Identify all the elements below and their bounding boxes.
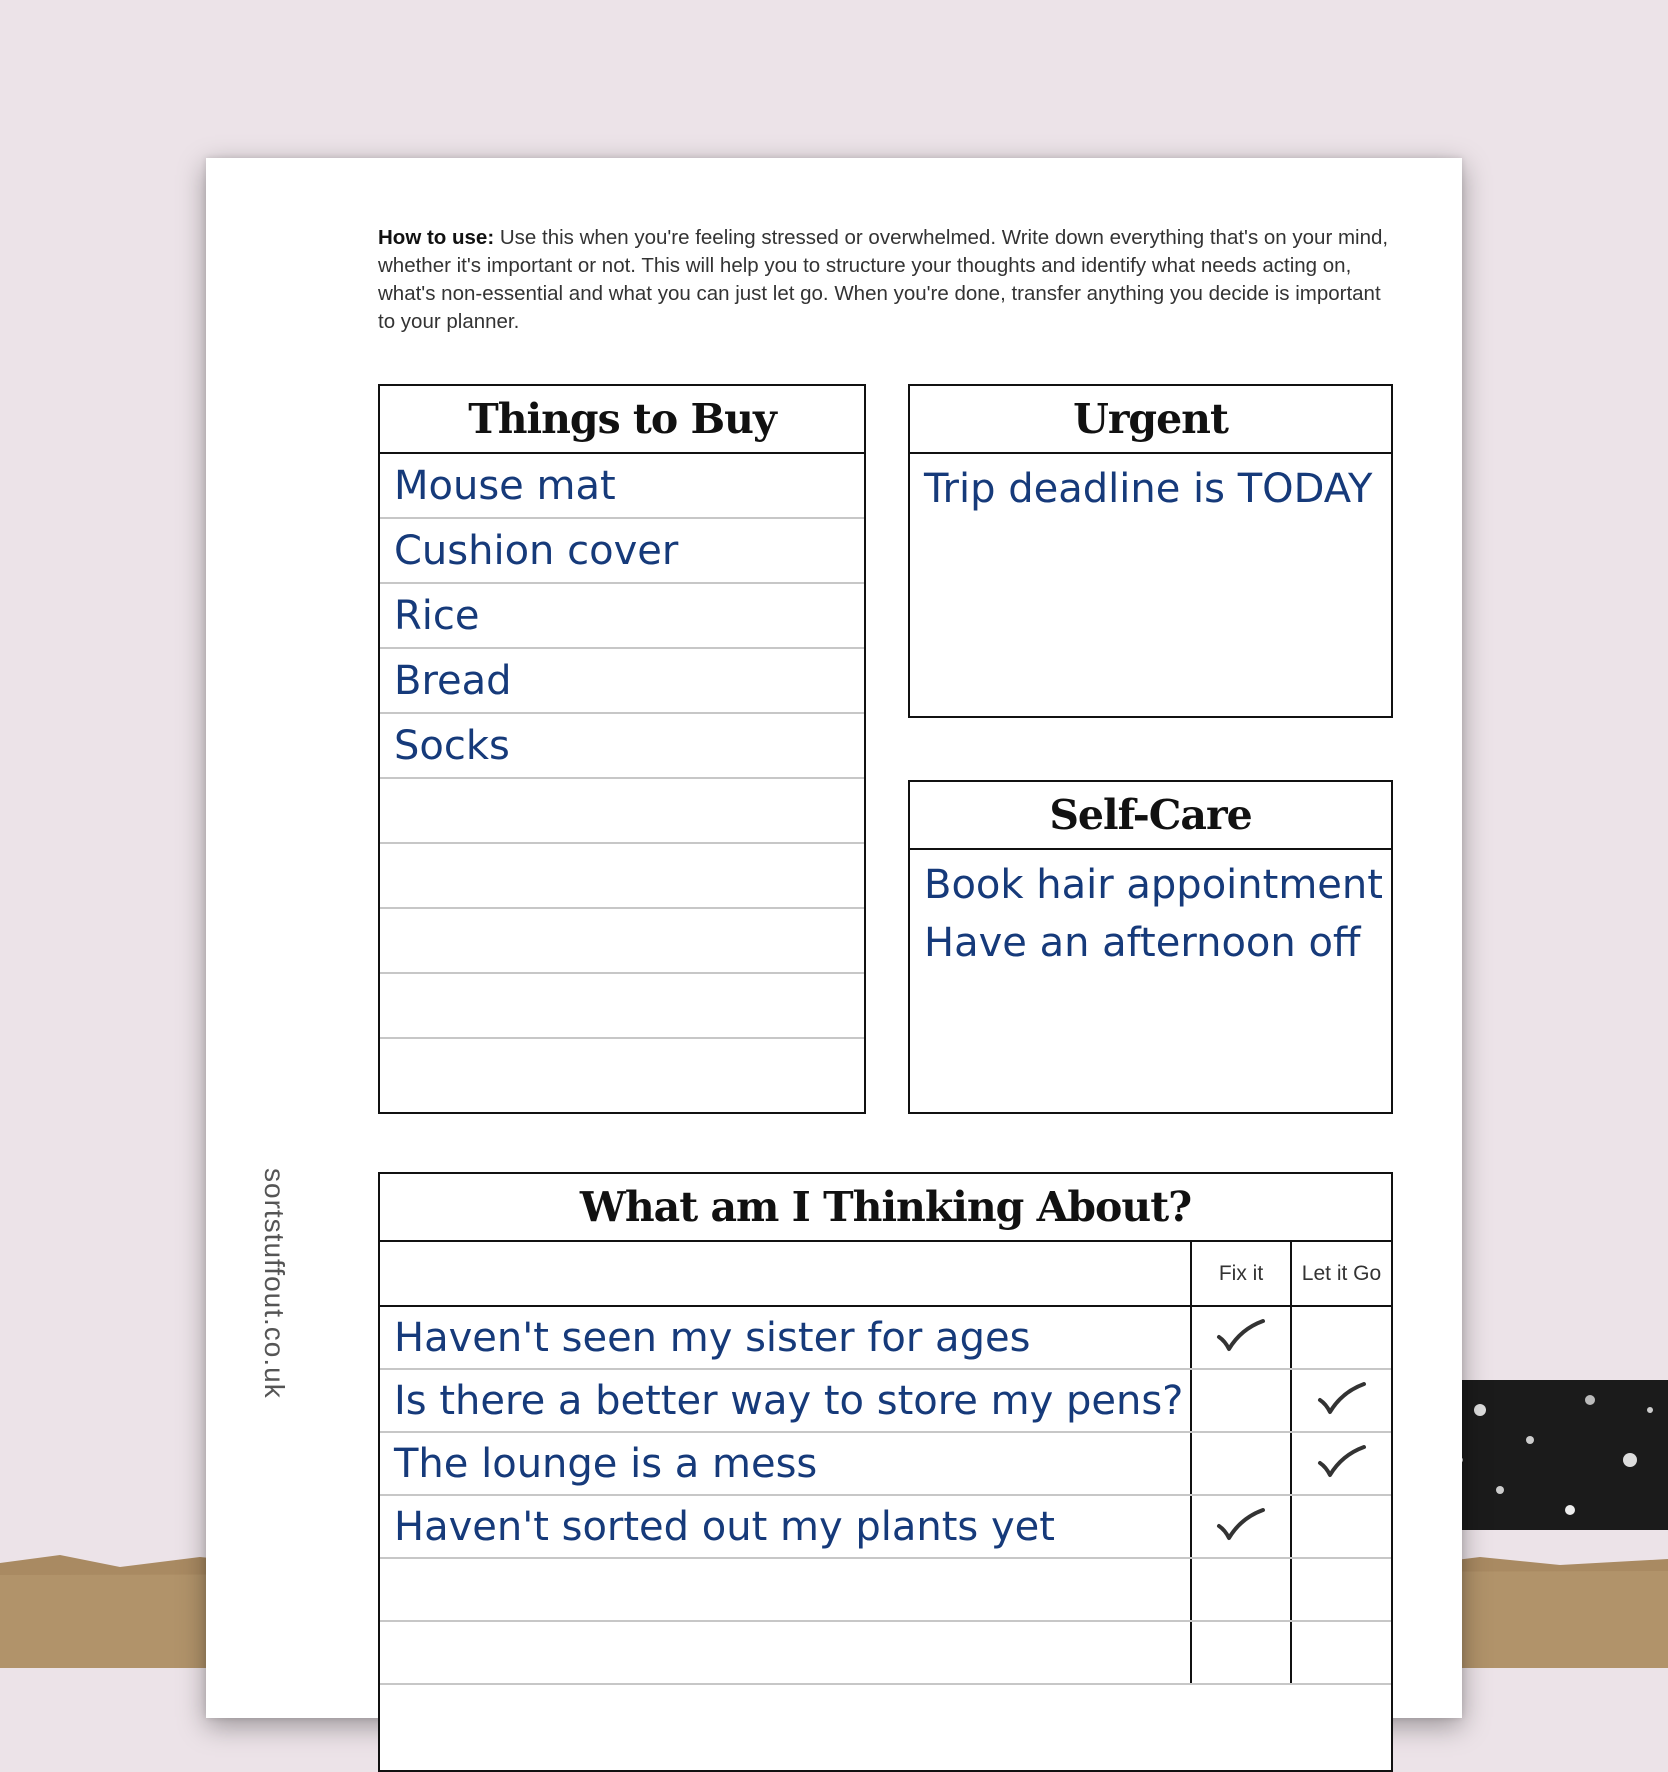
table-row <box>380 1369 1391 1432</box>
table-row <box>380 1495 1391 1558</box>
self-care-note: Book hair appointment <box>924 862 1383 908</box>
things-to-buy-box <box>378 384 866 1114</box>
instructions-label: How to use: <box>378 226 495 249</box>
fix-it-cell[interactable] <box>1191 1558 1291 1621</box>
fix-it-cell[interactable] <box>1191 1369 1291 1432</box>
fix-it-header: Fix it <box>1191 1242 1291 1306</box>
fix-it-cell[interactable] <box>1191 1432 1291 1495</box>
table-header-blank <box>380 1242 1191 1306</box>
thought-text[interactable]: The lounge is a mess <box>380 1432 1191 1495</box>
urgent-notes[interactable] <box>910 454 1391 518</box>
website-credit: sortstuffout.co.uk <box>259 1168 290 1399</box>
list-item[interactable] <box>380 974 864 1039</box>
things-to-buy-title: Things to Buy <box>380 386 864 454</box>
thought-text[interactable] <box>380 1558 1191 1621</box>
thinking-table <box>380 1242 1391 1685</box>
thinking-about-title: What am I Thinking About? <box>380 1174 1391 1242</box>
worksheet-page <box>206 158 1462 1718</box>
list-item[interactable]: Mouse mat <box>380 454 864 519</box>
self-care-note: Have an afternoon off <box>924 920 1361 966</box>
self-care-title: Self-Care <box>910 782 1391 850</box>
list-item[interactable]: Rice <box>380 584 864 649</box>
self-care-notes[interactable] <box>910 850 1391 972</box>
let-it-go-cell[interactable] <box>1291 1558 1391 1621</box>
thought-text[interactable] <box>380 1621 1191 1684</box>
black-ink-texture <box>1440 1370 1668 1550</box>
checkmark-icon <box>1215 1506 1267 1542</box>
thinking-about-box <box>378 1172 1393 1772</box>
instructions <box>378 224 1398 336</box>
checkmark-icon <box>1316 1443 1368 1479</box>
checkmark-icon <box>1316 1380 1368 1416</box>
self-care-box <box>908 780 1393 1114</box>
let-it-go-header: Let it Go <box>1291 1242 1391 1306</box>
fix-it-cell[interactable] <box>1191 1306 1291 1369</box>
list-item[interactable]: Socks <box>380 714 864 779</box>
things-to-buy-list <box>380 454 864 1104</box>
table-header-row <box>380 1242 1391 1306</box>
let-it-go-cell[interactable] <box>1291 1432 1391 1495</box>
table-row <box>380 1558 1391 1621</box>
fix-it-cell[interactable] <box>1191 1495 1291 1558</box>
urgent-note: Trip deadline is TODAY <box>924 466 1373 512</box>
let-it-go-cell[interactable] <box>1291 1495 1391 1558</box>
urgent-box <box>908 384 1393 718</box>
list-item[interactable] <box>380 1039 864 1104</box>
list-item[interactable]: Cushion cover <box>380 519 864 584</box>
table-row <box>380 1306 1391 1369</box>
list-item[interactable] <box>380 844 864 909</box>
urgent-title: Urgent <box>910 386 1391 454</box>
fix-it-cell[interactable] <box>1191 1621 1291 1684</box>
let-it-go-cell[interactable] <box>1291 1369 1391 1432</box>
let-it-go-cell[interactable] <box>1291 1621 1391 1684</box>
checkmark-icon <box>1215 1317 1267 1353</box>
table-row <box>380 1432 1391 1495</box>
thought-text[interactable]: Haven't seen my sister for ages <box>380 1306 1191 1369</box>
thought-text[interactable]: Is there a better way to store my pens? <box>380 1369 1191 1432</box>
let-it-go-cell[interactable] <box>1291 1306 1391 1369</box>
list-item[interactable] <box>380 779 864 844</box>
table-row <box>380 1621 1391 1684</box>
list-item[interactable] <box>380 909 864 974</box>
thought-text[interactable]: Haven't sorted out my plants yet <box>380 1495 1191 1558</box>
list-item[interactable]: Bread <box>380 649 864 714</box>
instructions-text: Use this when you're feeling stressed or overwhelmed. Write down everything that's on your mind, whether it's important or not. This will help you to structure your thoughts and identify what needs acting on, what's non-essential and what you can just let go. When you're done, transfer anything you decide is important to your planner. <box>378 226 1389 333</box>
